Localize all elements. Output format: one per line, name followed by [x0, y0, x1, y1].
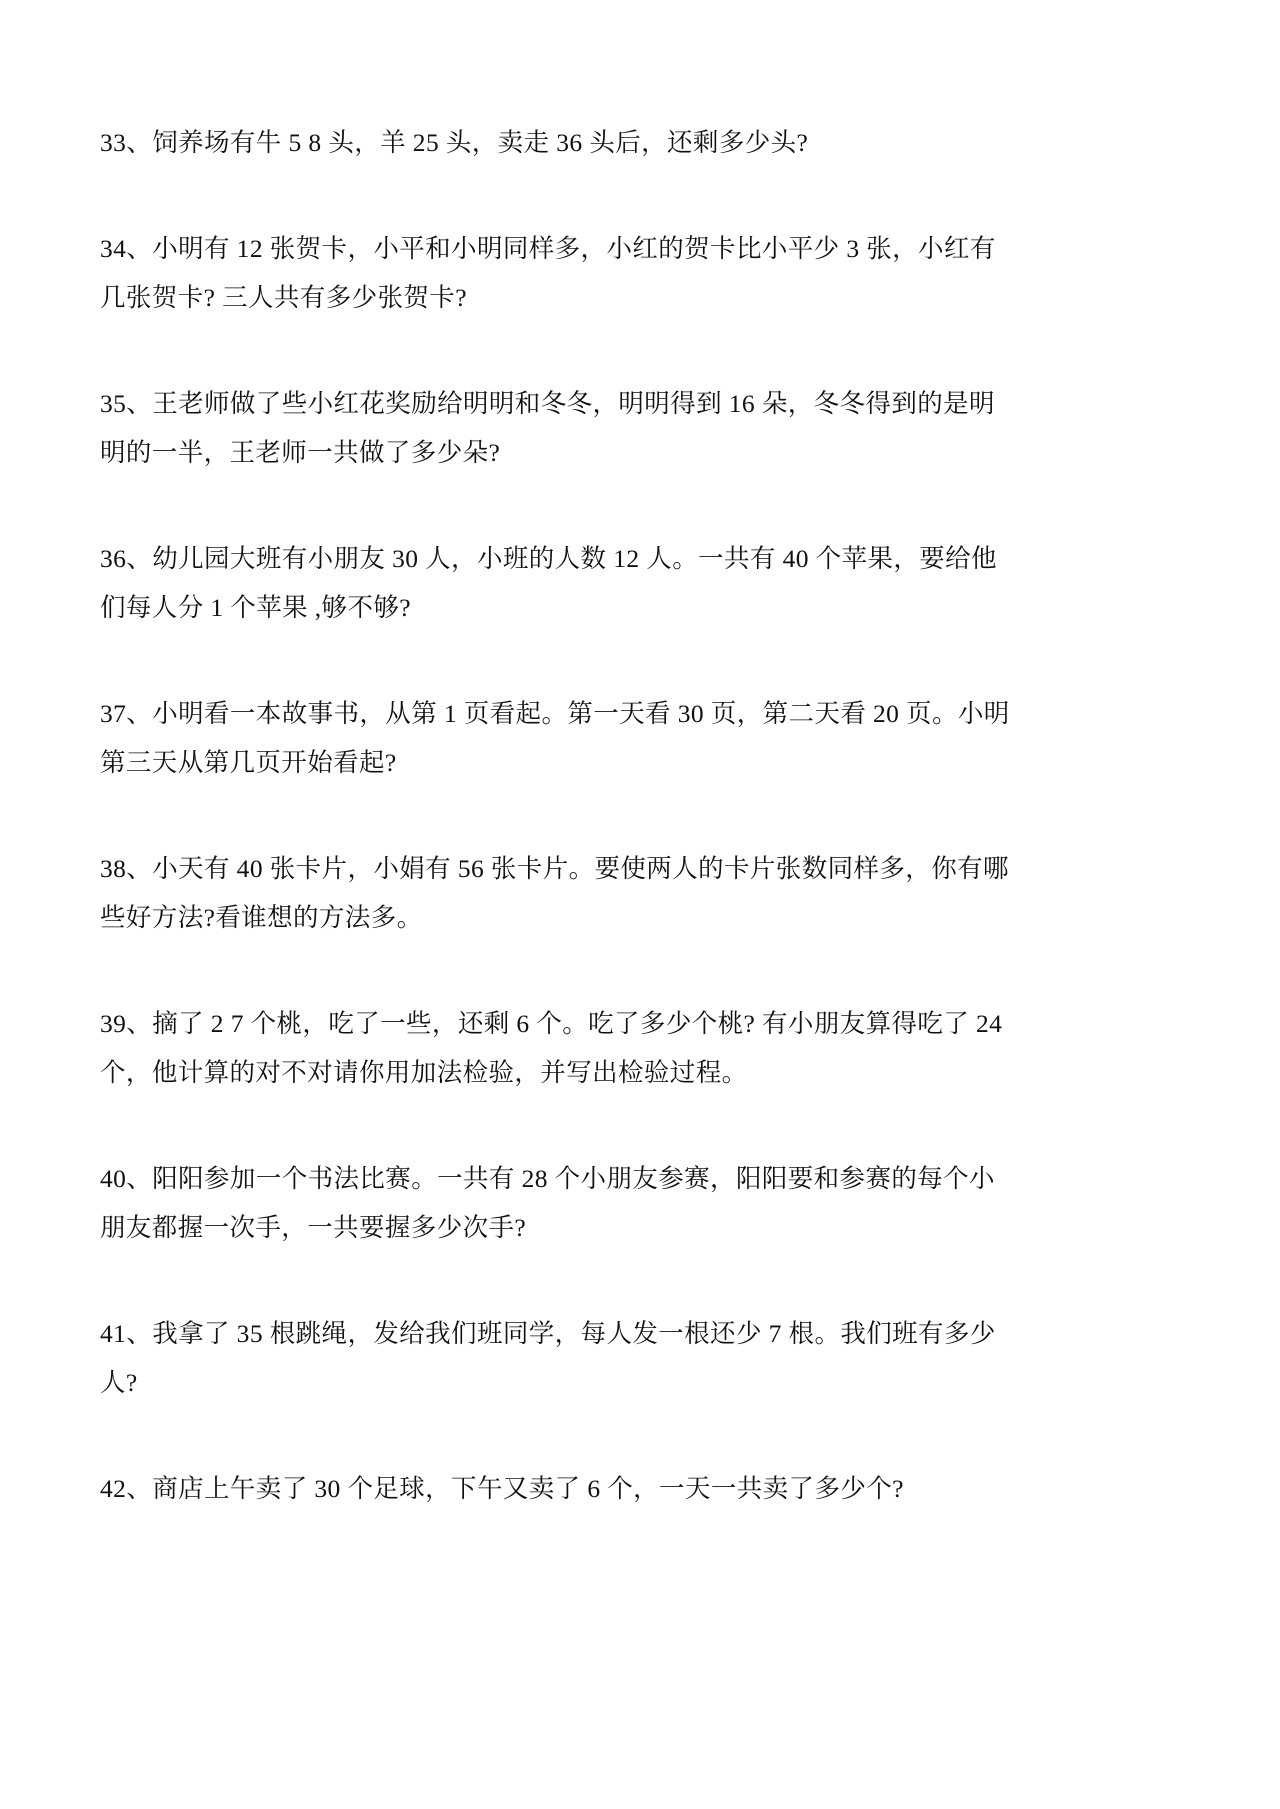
problem-item	[100, 689, 1130, 787]
problem-item	[100, 118, 1130, 167]
problem-line: 36、幼儿园大班有小朋友 30 人，小班的人数 12 人。一共有 40 个苹果，要给他	[100, 544, 997, 573]
problem-line: 朋友都握一次手，一共要握多少次手?	[100, 1213, 527, 1242]
problem-line: 第三天从第几页开始看起?	[100, 748, 397, 777]
problem-line: 41、我拿了 35 根跳绳，发给我们班同学，每人发一根还少 7 根。我们班有多少	[100, 1319, 996, 1348]
problem-line: 33、饲养场有牛 5 8 头，羊 25 头，卖走 36 头后，还剩多少头?	[100, 128, 809, 157]
problem-item	[100, 1154, 1130, 1252]
problem-line: 38、小天有 40 张卡片，小娟有 56 张卡片。要使两人的卡片张数同样多，你有哪	[100, 854, 1009, 883]
problem-item	[100, 999, 1130, 1097]
problem-line: 明的一半，王老师一共做了多少朵?	[100, 438, 501, 467]
problem-line: 37、小明看一本故事书，从第 1 页看起。第一天看 30 页，第二天看 20 页。小明	[100, 699, 1010, 728]
problem-line: 35、王老师做了些小红花奖励给明明和冬冬，明明得到 16 朵，冬冬得到的是明	[100, 389, 995, 418]
problem-item	[100, 379, 1130, 477]
problem-line: 些好方法?看谁想的方法多。	[100, 903, 423, 932]
problem-line: 个，他计算的对不对请你用加法检验，并写出检验过程。	[100, 1058, 748, 1087]
problem-item	[100, 1309, 1130, 1407]
page-bottom-margin	[100, 1570, 1130, 1750]
problem-line: 39、摘了 2 7 个桃，吃了一些，还剩 6 个。吃了多少个桃? 有小朋友算得吃了 24	[100, 1009, 1003, 1038]
problem-line: 42、商店上午卖了 30 个足球，下午又卖了 6 个，一天一共卖了多少个?	[100, 1474, 904, 1503]
problem-line: 40、阳阳参加一个书法比赛。一共有 28 个小朋友参赛，阳阳要和参赛的每个小	[100, 1164, 995, 1193]
problem-list	[100, 118, 1130, 1513]
problem-item	[100, 534, 1130, 632]
problem-line: 人?	[100, 1368, 138, 1397]
problem-line: 34、小明有 12 张贺卡，小平和小明同样多，小红的贺卡比小平少 3 张，小红有	[100, 234, 996, 263]
problem-line: 几张贺卡? 三人共有多少张贺卡?	[100, 283, 467, 312]
problem-item	[100, 224, 1130, 322]
problem-item	[100, 844, 1130, 942]
problem-line: 们每人分 1 个苹果 ,够不够?	[100, 593, 411, 622]
problem-item	[100, 1464, 1130, 1513]
